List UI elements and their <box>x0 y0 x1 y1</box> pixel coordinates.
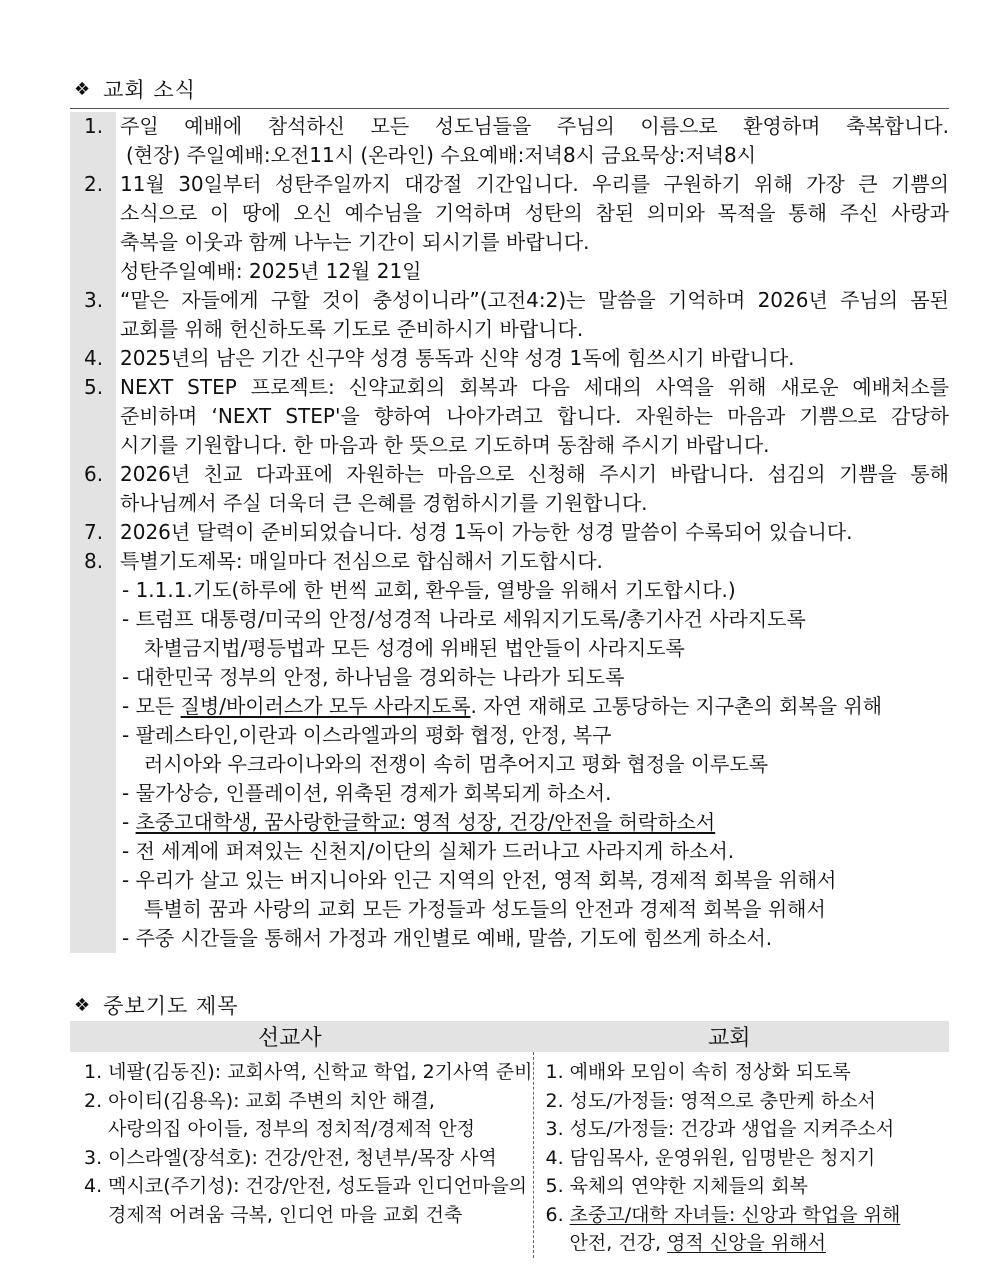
news-list <box>70 112 949 953</box>
news-item-text <box>116 286 949 344</box>
news-item-line: 하나님께서 주실 더욱더 큰 은혜를 경험하시기를 기원합니다. <box>120 491 648 515</box>
prayer-topic-line: - 대한민국 정부의 안정, 하나님을 경외하는 나라가 되도록 <box>122 665 625 689</box>
news-item <box>70 170 949 286</box>
news-item-text <box>116 170 949 286</box>
news-item-line: 준비하며 ‘NEXT STEP'을 향하여 나아가려고 합니다. 자원하는 마음과 기쁨으로 감당하 <box>120 404 949 428</box>
church-prayer-underlined: 영적 신앙을 위해서 <box>667 1232 826 1254</box>
prayer-topic-underlined: 질병/바이러스가 모두 사라지도록 <box>180 694 471 718</box>
missionary-column <box>70 1052 534 1258</box>
prayer-topic-line <box>120 808 949 837</box>
prayer-table-header <box>70 1021 949 1052</box>
news-item-line: 2025년의 남은 기간 신구약 성경 통독과 신약 성경 1독에 힘쓰시기 바랍니다. <box>120 346 795 370</box>
news-item-line: 2026년 달력이 준비되었습니다. 성경 1독이 가능한 성경 말씀이 수록되어 있습니다. <box>120 520 853 544</box>
news-item-text <box>116 112 949 170</box>
news-item-text <box>116 518 949 547</box>
news-item-number: 7. <box>70 518 116 547</box>
prayer-topic-line: - 우리가 살고 있는 버지니아와 인근 지역의 안전, 영적 회복, 경제적 회복을 위해서 <box>122 868 837 892</box>
prayer-topic-line: - 주중 시간들을 통해서 가정과 개인별로 예배, 말씀, 기도에 힘쓰게 하소서. <box>122 926 773 950</box>
prayer-table <box>70 1021 949 1258</box>
news-item <box>70 344 949 373</box>
church-header: 교회 <box>707 1026 751 1051</box>
news-item-line: “맡은 자들에게 구할 것이 충성이니라”(고전4:2)는 말씀을 기억하며 2026년 주님의 몸된 <box>120 288 949 312</box>
news-item-line: 성탄주일예배: 2025년 12월 21일 <box>120 259 422 283</box>
church-prayer-underlined: 초중고/대학 자녀들: 신앙과 학업을 위해 <box>569 1203 901 1226</box>
prayer-topic-text: - 모든 <box>122 694 181 718</box>
church-prayer-line: 2. 성도/가정들: 영적으로 충만케 하소서 <box>545 1089 876 1112</box>
prayer-topic-text: . 자연 재해로 고통당하는 지구촌의 회복을 위해 <box>470 694 883 718</box>
prayer-table-body <box>70 1052 949 1258</box>
church-prayer-line: 1. 예배와 모임이 속히 정상화 되도록 <box>545 1061 851 1083</box>
diamond-bullet-icon: ❖ <box>74 78 92 100</box>
missionary-prayer-line: 4. 멕시코(주기성): 건강/안전, 성도들과 인디언마을의 <box>84 1175 528 1197</box>
news-item-number: 5. <box>70 373 116 460</box>
prayer-section-title: 중보기도 제목 <box>103 994 239 1018</box>
news-section-title: 교회 소식 <box>103 78 196 102</box>
news-item-line: 축복을 이웃과 함께 나누는 기간이 되시기를 바랍니다. <box>120 230 590 254</box>
news-item-line: (현장) 주일예배:오전11시 (온라인) 수요예배:저녁8시 금요묵상:저녁8시 <box>126 143 757 167</box>
news-item-text <box>116 373 949 460</box>
news-item-text <box>116 460 949 518</box>
prayer-section-header <box>74 990 239 1020</box>
prayer-topic-line: 차별금지법/평등법과 모든 성경에 위배된 법안들이 사라지도록 <box>144 636 685 660</box>
missionary-prayer-line: 3. 이스라엘(장석호): 건강/안전, 청년부/목장 사역 <box>84 1146 497 1169</box>
news-item <box>70 112 949 170</box>
prayer-topic-line: - 1.1.1.기도(하루에 한 번씩 교회, 환우들, 열방을 위해서 기도합시다.) <box>122 578 736 602</box>
prayer-topic-underlined: 초중고대학생, 꿈사랑한글학교: 영적 성장, 건강/안전을 허락하소서 <box>135 810 716 834</box>
news-item-line: 2026년 친교 다과표에 자원하는 마음으로 신청해 주시기 바랍니다. 섬김의 기쁨을 통해 <box>120 462 949 486</box>
news-item <box>70 518 949 547</box>
news-item-line: NEXT STEP 프로젝트: 신약교회의 회복과 다음 세대의 사역을 위해 새로운 예배처소를 <box>120 375 949 399</box>
news-item <box>70 547 949 953</box>
prayer-topic-line: - 전 세계에 퍼져있는 신천지/이단의 실체가 드러나고 사라지게 하소서. <box>122 839 735 863</box>
church-prayer-text: 안전, 건강, <box>569 1232 668 1254</box>
news-item <box>70 286 949 344</box>
news-item-text <box>116 344 949 373</box>
prayer-topic-line <box>120 692 949 721</box>
missionary-prayer-line: 2. 아이티(김용옥): 교회 주변의 치안 해결, <box>84 1089 435 1112</box>
news-section-header <box>74 74 196 104</box>
news-item-number: 6. <box>70 460 116 518</box>
news-item-line: 주일 예배에 참석하신 모든 성도님들을 주님의 이름으로 환영하며 축복합니다. <box>120 114 949 138</box>
church-prayer-text: 6. <box>545 1203 570 1226</box>
news-item-line: 소식으로 이 땅에 오신 예수님을 기억하며 성탄의 참된 의미와 목적을 통해 주신 사랑과 <box>120 201 949 225</box>
prayer-topic-line: - 물가상승, 인플레이션, 위축된 경제가 회복되게 하소서. <box>122 781 612 805</box>
news-item-line: 특별기도제목: 매일마다 전심으로 합심해서 기도합시다. <box>120 549 603 573</box>
missionary-prayer-line: 1. 네팔(김동진): 교회사역, 신학교 학업, 2기사역 준비 <box>84 1061 533 1083</box>
church-prayer-line <box>546 1201 950 1230</box>
prayer-topic-line: 러시아와 우크라이나와의 전쟁이 속히 멈추어지고 평화 협정을 이루도록 <box>144 752 769 776</box>
news-item-number: 3. <box>70 286 116 344</box>
news-item-line: 교회를 위해 헌신하도록 기도로 준비하시기 바랍니다. <box>120 317 584 341</box>
church-prayer-line: 3. 성도/가정들: 건강과 생업을 지켜주소서 <box>545 1118 895 1140</box>
church-prayer-line: 5. 육체의 연약한 지체들의 회복 <box>545 1175 809 1197</box>
diamond-bullet-icon: ❖ <box>74 994 92 1016</box>
church-prayer-line <box>546 1229 950 1258</box>
news-item-text <box>116 547 949 953</box>
missionary-prayer-line: 사랑의집 아이들, 정부의 정치적/경제적 안정 <box>108 1118 475 1140</box>
prayer-topic-text: - <box>122 810 136 834</box>
news-item-line: 시기를 기원합니다. 한 마음과 한 뜻으로 기도하며 동참해 주시기 바랍니다. <box>120 433 770 457</box>
church-column <box>534 1052 950 1258</box>
news-item-number: 8. <box>70 547 116 953</box>
church-prayer-line: 4. 담임목사, 운영위원, 임명받은 청지기 <box>545 1146 876 1169</box>
prayer-topic-line: - 트럼프 대통령/미국의 안정/성경적 나라로 세워지기도록/총기사건 사라지도록 <box>122 607 806 631</box>
missionary-header: 선교사 <box>257 1026 322 1051</box>
news-item <box>70 373 949 460</box>
missionary-prayer-line: 경제적 어려움 극복, 인디언 마을 교회 건축 <box>108 1203 463 1226</box>
news-item-line: 11월 30일부터 성탄주일까지 대강절 기간입니다. 우리를 구원하기 위해 가장 큰 기쁨의 <box>120 172 949 196</box>
prayer-topic-line: 특별히 꿈과 사랑의 교회 모든 가정들과 성도들의 안전과 경제적 회복을 위해서 <box>144 897 826 921</box>
news-header-rule <box>70 108 949 109</box>
news-item <box>70 460 949 518</box>
news-item-number: 2. <box>70 170 116 286</box>
news-item-number: 4. <box>70 344 116 373</box>
prayer-topic-line: - 팔레스타인,이란과 이스라엘과의 평화 협정, 안정, 복구 <box>122 723 612 747</box>
news-item-number: 1. <box>70 112 116 170</box>
